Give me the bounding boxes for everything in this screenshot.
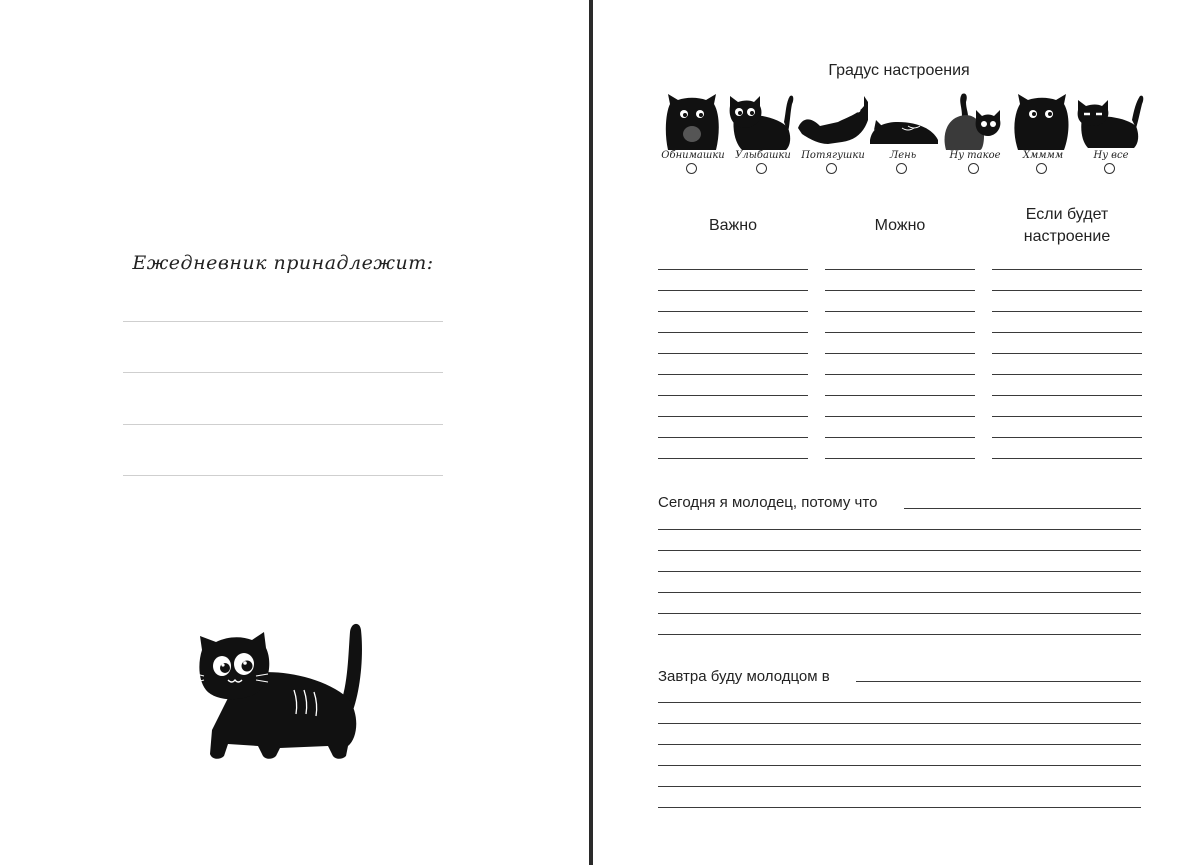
column-2-line[interactable] [825,374,975,375]
mood-radio[interactable] [1036,163,1047,174]
mood-option-enough[interactable] [1076,92,1146,182]
column-1-line[interactable] [658,290,808,291]
mood-radio[interactable] [686,163,697,174]
proud-line[interactable] [658,634,1141,635]
column-3-line[interactable] [992,395,1142,396]
mood-scale [658,92,1148,182]
column-1-line[interactable] [658,332,808,333]
proud-prompt: Сегодня я молодец, потому что [658,494,878,511]
tomorrow-line[interactable] [658,723,1141,724]
black-cat-illustration-icon [198,618,368,760]
column-3-line[interactable] [992,416,1142,417]
owner-line-1[interactable] [123,321,443,322]
column-3-line[interactable] [992,458,1142,459]
mood-radio[interactable] [826,163,837,174]
column-1-line[interactable] [658,269,808,270]
tomorrow-line[interactable] [658,744,1141,745]
proud-line[interactable] [658,571,1141,572]
tomorrow-line[interactable] [658,786,1141,787]
left-page [0,0,589,865]
column-2-line[interactable] [825,458,975,459]
column-3-line[interactable] [992,269,1142,270]
cat-stretching-icon [798,92,868,150]
mood-label: Обнимашки [661,150,725,161]
mood-label: Улыбашки [735,150,791,161]
tomorrow-line-first[interactable] [856,681,1141,682]
mood-option-hmmm[interactable] [1008,92,1078,182]
tomorrow-prompt: Завтра буду молодцом в [658,668,830,685]
proud-line-first[interactable] [904,508,1141,509]
mood-radio[interactable] [896,163,907,174]
column-3-line[interactable] [992,290,1142,291]
book-spine [589,0,593,865]
tomorrow-line[interactable] [658,765,1141,766]
column-2-line[interactable] [825,269,975,270]
column-2-line[interactable] [825,437,975,438]
right-page [594,0,1185,865]
column-2-line[interactable] [825,290,975,291]
mood-radio[interactable] [756,163,767,174]
mood-radio[interactable] [1104,163,1115,174]
mood-option-smile[interactable] [728,92,798,182]
column-1-line[interactable] [658,437,808,438]
column-1-line[interactable] [658,395,808,396]
column-2-line[interactable] [825,311,975,312]
column-heading-if-mood: Если будет настроение [1023,206,1111,245]
tomorrow-line[interactable] [658,702,1141,703]
column-1-line[interactable] [658,458,808,459]
mood-label: Потягушки [801,150,865,161]
cat-angry-walking-icon [1076,92,1146,150]
tomorrow-line[interactable] [658,807,1141,808]
mood-label: Хмммм [1022,150,1064,161]
mood-radio[interactable] [968,163,979,174]
mood-label: Ну такое [949,150,1001,161]
column-3-line[interactable] [992,353,1142,354]
proud-line[interactable] [658,613,1141,614]
owner-line-3[interactable] [123,424,443,425]
mood-label: Лень [889,150,917,161]
proud-line[interactable] [658,550,1141,551]
column-2-line[interactable] [825,353,975,354]
mood-option-hug[interactable] [658,92,728,182]
proud-line[interactable] [658,592,1141,593]
cat-standing-smile-icon [728,92,798,150]
mood-title: Градус настроения [828,62,970,79]
column-1-line[interactable] [658,311,808,312]
owner-line-2[interactable] [123,372,443,373]
column-3-line[interactable] [992,311,1142,312]
cat-sitting-grumpy-icon [1008,92,1078,150]
mood-option-lazy[interactable] [868,92,938,182]
column-3-line[interactable] [992,374,1142,375]
cat-lying-lazy-icon [868,92,938,150]
mood-label: Ну все [1093,150,1129,161]
cat-sitting-hug-icon [658,92,728,150]
column-2-line[interactable] [825,395,975,396]
proud-line[interactable] [658,529,1141,530]
column-1-line[interactable] [658,416,808,417]
owner-line-4[interactable] [123,475,443,476]
column-1-line[interactable] [658,374,808,375]
column-heading-important: Важно [708,217,757,234]
mood-option-so-so[interactable] [940,92,1010,182]
column-heading-possible: Можно [874,217,926,234]
mood-option-stretch[interactable] [798,92,868,182]
column-3-line[interactable] [992,332,1142,333]
cat-back-view-icon [940,92,1010,150]
column-2-line[interactable] [825,416,975,417]
owner-title: Ежедневник принадлежит: [132,252,434,274]
column-1-line[interactable] [658,353,808,354]
column-2-line[interactable] [825,332,975,333]
column-3-line[interactable] [992,437,1142,438]
